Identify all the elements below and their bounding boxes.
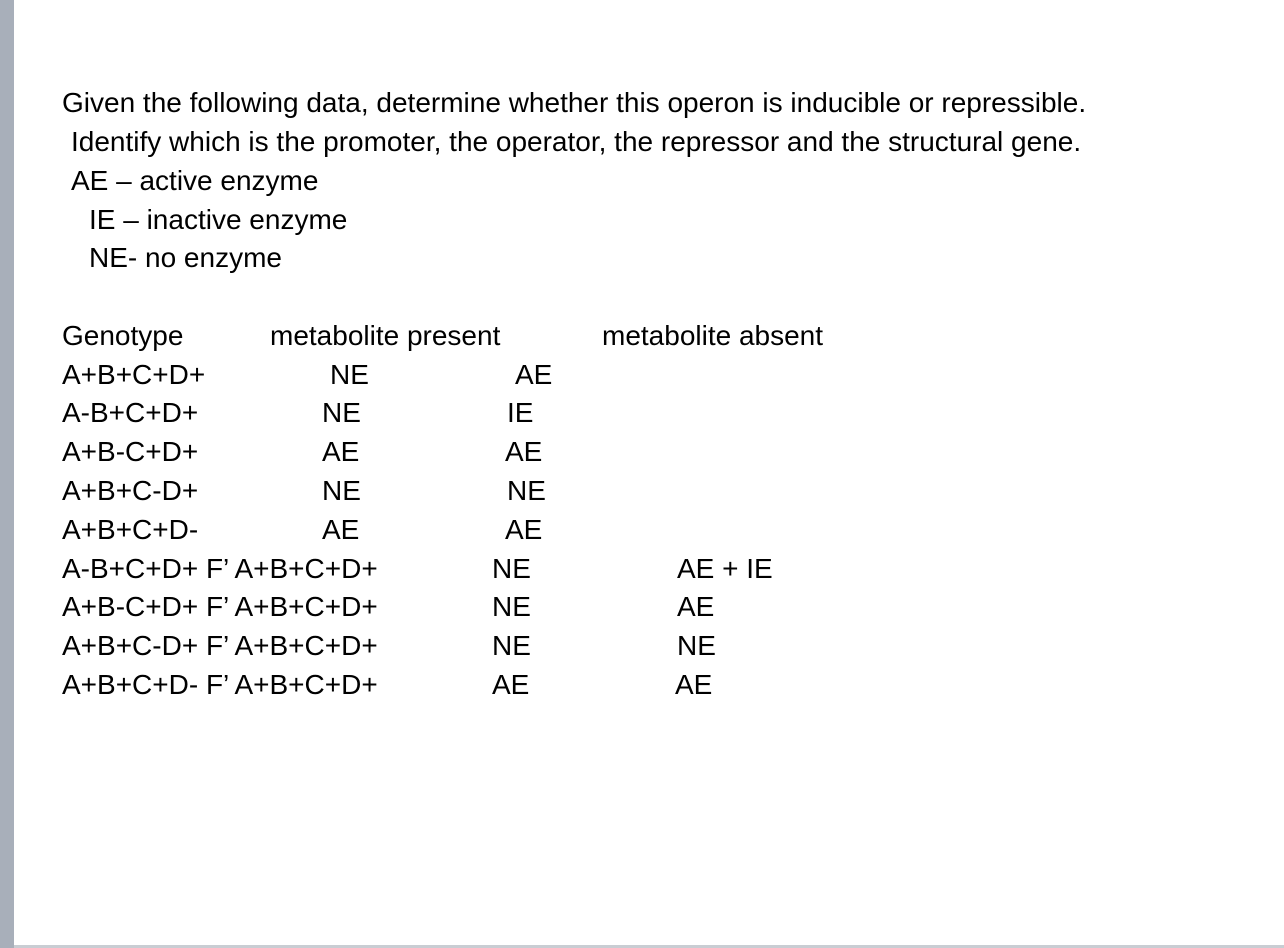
row-1-genotype: A+B+C+D+ <box>62 359 206 390</box>
row-5-absent: AE <box>505 514 543 545</box>
row-8-present: NE <box>492 630 531 661</box>
row-6-absent: AE + IE <box>677 553 773 584</box>
left-edge-bar <box>0 0 14 948</box>
row-4-absent: NE <box>507 475 546 506</box>
row-6-present: NE <box>492 553 531 584</box>
row-9-absent: AE <box>675 669 713 700</box>
legend-ie: IE – inactive enzyme <box>89 204 348 235</box>
row-9-genotype: A+B+C+D- F’ A+B+C+D+ <box>62 669 378 700</box>
slide <box>14 0 1284 945</box>
row-2-present: NE <box>322 397 361 428</box>
row-6-genotype: A-B+C+D+ F’ A+B+C+D+ <box>62 553 378 584</box>
row-2-genotype: A-B+C+D+ <box>62 397 199 428</box>
intro-line-2: Identify which is the promoter, the operator, the repressor and the structural gene. <box>71 126 1082 157</box>
row-3-present: AE <box>322 436 360 467</box>
header-metabolite-present: metabolite present <box>270 320 501 351</box>
legend-ne: NE- no enzyme <box>89 242 282 273</box>
row-4-present: NE <box>322 475 361 506</box>
row-9-present: AE <box>492 669 530 700</box>
row-7-genotype: A+B-C+D+ F’ A+B+C+D+ <box>62 591 378 622</box>
row-1-absent: AE <box>515 359 553 390</box>
header-genotype: Genotype <box>62 320 184 351</box>
row-3-absent: AE <box>505 436 543 467</box>
row-5-present: AE <box>322 514 360 545</box>
row-3-genotype: A+B-C+D+ <box>62 436 199 467</box>
row-8-absent: NE <box>677 630 716 661</box>
legend-ae: AE – active enzyme <box>71 165 319 196</box>
row-7-absent: AE <box>677 591 715 622</box>
row-7-present: NE <box>492 591 531 622</box>
row-8-genotype: A+B+C-D+ F’ A+B+C+D+ <box>62 630 378 661</box>
intro-line-1: Given the following data, determine whether this operon is inducible or repressible. <box>62 87 1087 118</box>
row-2-absent: IE <box>507 397 534 428</box>
header-metabolite-absent: metabolite absent <box>602 320 824 351</box>
row-4-genotype: A+B+C-D+ <box>62 475 199 506</box>
row-1-present: NE <box>330 359 369 390</box>
row-5-genotype: A+B+C+D- <box>62 514 199 545</box>
